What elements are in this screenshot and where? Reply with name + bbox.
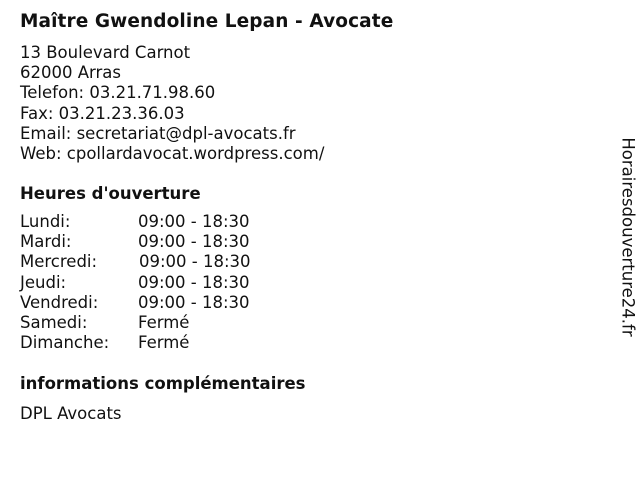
side-brand-label: Horairesdouverture24.fr bbox=[618, 137, 638, 337]
hours-day: Lundi: bbox=[20, 212, 71, 231]
hours-day: Dimanche: bbox=[20, 333, 110, 353]
fax-line: Fax: 03.21.23.36.03 bbox=[20, 103, 185, 123]
additional-info-text: DPL Avocats bbox=[20, 404, 122, 423]
hours-day: Jeudi: bbox=[20, 272, 67, 292]
hours-time: Fermé bbox=[138, 312, 190, 332]
hours-time: 09:00 - 18:30 bbox=[138, 272, 250, 292]
hours-day: Vendredi: bbox=[20, 292, 99, 312]
web-line: Web: cpollardavocat.wordpress.com/ bbox=[20, 143, 325, 163]
hours-time: 09:00 - 18:30 bbox=[138, 292, 250, 312]
hours-day: Samedi: bbox=[20, 312, 88, 332]
contact-block bbox=[20, 43, 324, 164]
hours-day: Mercredi: bbox=[20, 252, 98, 272]
address-line-1: 13 Boulevard Carnot bbox=[20, 43, 191, 62]
phone-line: Telefon: 03.21.71.98.60 bbox=[20, 83, 216, 103]
hours-time: 09:00 - 18:30 bbox=[138, 232, 250, 252]
hours-day: Mardi: bbox=[20, 232, 72, 252]
address-line-2: 62000 Arras bbox=[20, 63, 122, 83]
additional-info-heading: informations complémentaires bbox=[20, 374, 306, 393]
business-title: Maître Gwendoline Lepan - Avocate bbox=[20, 11, 394, 32]
opening-hours-heading: Heures d'ouverture bbox=[20, 184, 201, 203]
hours-time: 09:00 - 18:30 bbox=[139, 252, 251, 272]
hours-time: 09:00 - 18:30 bbox=[138, 212, 250, 231]
hours-time: Fermé bbox=[138, 333, 190, 353]
email-line: Email: secretariat@dpl-avocats.fr bbox=[20, 123, 296, 143]
